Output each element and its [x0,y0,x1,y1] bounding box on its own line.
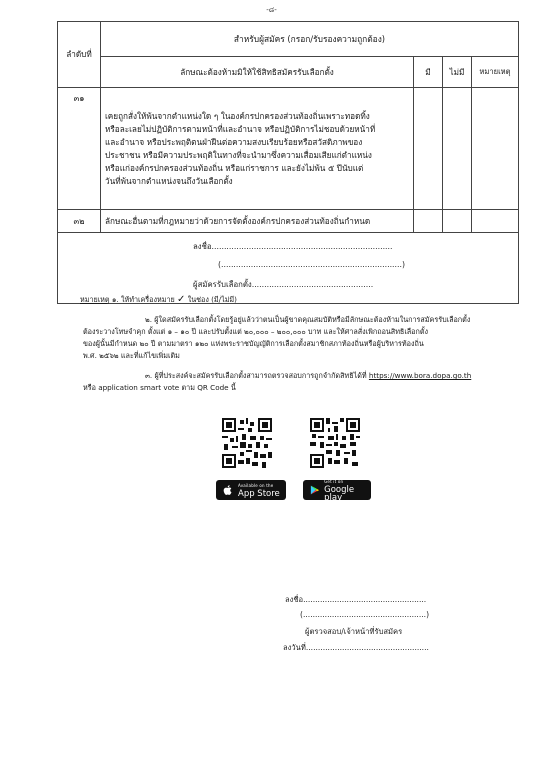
remarks-cell[interactable] [472,88,519,210]
table-row [58,210,519,233]
applicant-signature-box [58,233,519,304]
applicant-sign-line[interactable]: ลงชื่อ......................................................................... [193,242,393,251]
note-1: ๑. ให้ทำเครื่องหมาย [111,295,175,304]
note-3-line2: หรือ application smart vote ตาม QR Code นี้ [83,383,236,392]
header-disqualification: ลักษณะต้องห้ามมิให้ใช้สิทธิสมัครรับเลือกตั้ง [101,57,414,88]
header-yes: มี [414,57,443,88]
row-text: ลักษณะอื่นตามที่กฎหมายว่าด้วยการจัดตั้งองค์กรปกครองส่วนท้องถิ่นกำหนด [101,210,414,233]
header-applicant-section: สำหรับผู้สมัคร (กรอก/รับรองความถูกต้อง) [101,22,519,57]
google-play-label: Google play [324,485,355,503]
official-sign-line[interactable]: ลงชื่อ................................................... [285,595,427,604]
notes-label: หมายเหตุ [80,295,110,304]
row-line: วันที่พ้นจากตำแหน่งจนถึงวันเลือกตั้ง [105,175,233,186]
app-store-label: App Store [238,489,280,499]
applicant-role-line: ผู้สมัครรับเลือกตั้ง................................................. [193,280,374,289]
app-store-button[interactable] [216,480,286,500]
row-number: ๓๒ [58,210,101,233]
applicant-name-line[interactable]: (.........................................................................) [218,260,406,269]
qr-code-ios-icon[interactable] [222,418,272,468]
google-play-button[interactable] [303,479,371,503]
checkbox-no[interactable] [443,210,472,233]
note-2-line: ของผู้นั้นมีกำหนด ๒๐ ปี ตามมาตรา ๑๒๐ แห่งพระราชบัญญัติการเลือกตั้งสมาชิกสภาท้องถิ่นหรือผู้บริหารท้องถิ่น [83,339,424,348]
google-play-caption: Get it on [324,479,344,484]
app-store-caption: Available on the [238,483,274,488]
note-2-line: พ.ศ. ๒๕๖๒ และที่แก้ไขเพิ่มเติม [83,351,180,360]
header-no: ไม่มี [443,57,472,88]
disqualification-table [57,21,519,304]
row-line: หรือละเลยไม่ปฏิบัติการตามหน้าที่และอำนาจ หรือปฏิบัติการไม่ชอบด้วยหน้าที่ [105,123,376,134]
note-2-line: ๒. ผู้ใดสมัครรับเลือกตั้งโดยรู้อยู่แล้วว่าตนเป็นผู้ขาดคุณสมบัติหรือมีลักษณะต้องห้ามในการสมัครรับเลือกตั้ง [145,315,471,324]
official-date-line[interactable]: ลงวันที่................................................... [283,643,429,652]
header-order-number: ลำดับที่ [58,22,101,88]
notes-section [80,294,503,394]
checkbox-no[interactable] [443,88,472,210]
page-number: -๘- [266,6,277,14]
row-line: เคยถูกสั่งให้พ้นจากตำแหน่งใด ๆ ในองค์กรปกครองส่วนท้องถิ่นเพราะทอดทิ้ง [105,110,370,121]
bora-link[interactable]: https://www.bora.dopa.go.th [368,371,472,380]
google-play-icon [309,484,320,496]
check-mark-icon: ✓ [177,294,186,305]
row-number: ๓๑ [58,88,101,210]
official-role: ผู้ตรวจสอบ/เจ้าหน้าที่รับสมัคร [305,627,403,636]
table-row [58,88,519,210]
official-name-line[interactable]: (...................................................) [300,610,430,619]
qr-code-android-icon[interactable] [310,418,360,468]
checkbox-yes[interactable] [414,210,443,233]
remarks-cell[interactable] [472,210,519,233]
note-1-tail: ในช่อง (มี/ไม่มี) [187,295,237,304]
note-3-text: ๓. ผู้ที่ประสงค์จะสมัครรับเลือกตั้งสามารถตรวจสอบการถูกจำกัดสิทธิได้ที่ [145,371,367,380]
row-line: และอำนาจ หรือประพฤติตนฝ่าฝืนต่อความสงบเรียบร้อยหรือสวัสดิภาพของ [105,136,363,147]
header-remarks: หมายเหตุ [472,57,519,88]
row-line: หรือแก่องค์กรปกครองส่วนท้องถิ่น หรือแก่ราชการ และยังไม่พ้น ๕ ปีนับแต่ [105,162,364,173]
row-line: ประชาชน หรือมีความประพฤติในทางที่จะนำมาซึ่งความเสื่อมเสียแก่ตำแหน่ง [105,149,372,160]
checkbox-yes[interactable] [414,88,443,210]
apple-icon [222,484,234,496]
note-2-line: ต้องระวางโทษจำคุก ตั้งแต่ ๑ – ๑๐ ปี และปรับตั้งแต่ ๒๐,๐๐๐ – ๒๐๐,๐๐๐ บาท และให้ศาลสั่งเพิกถอนสิทธิเลือกตั้ง [83,327,429,336]
row-text [101,88,414,210]
